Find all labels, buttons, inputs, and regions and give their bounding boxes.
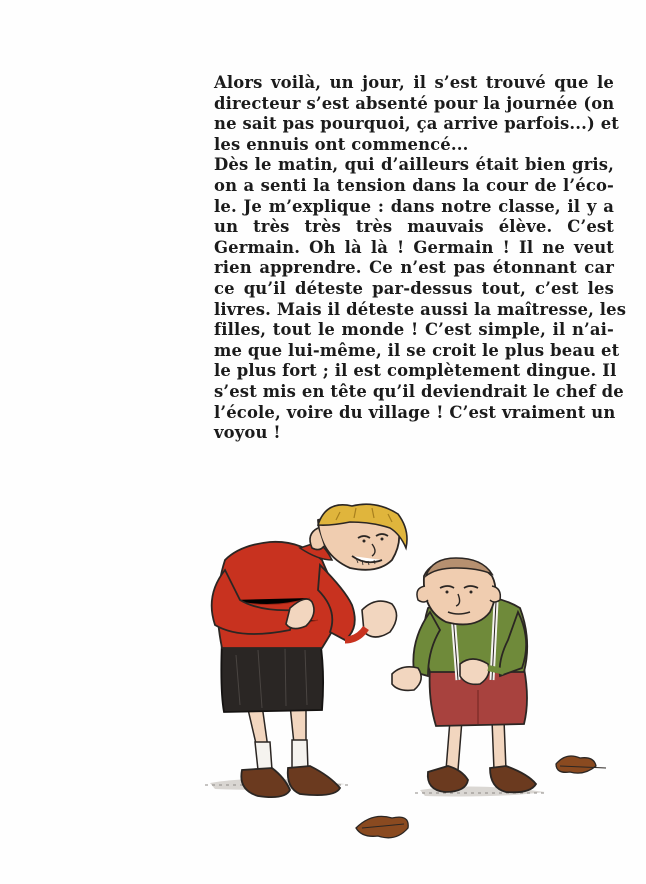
text-line: Germain. Oh là là ! Germain ! Il ne veut [214, 237, 614, 257]
text-line: l’école, voire du village ! C’est vraiment un [214, 402, 616, 422]
germain-figure [212, 504, 407, 797]
text-line: s’est mis en tête qu’il deviendrait le chef de [214, 381, 624, 401]
text-line: Alors voilà, un jour, il s’est trouvé que le [214, 73, 614, 92]
text-line: directeur s’est absenté pour la journée (on [214, 93, 615, 113]
text-line: livres. Mais il déteste aussi la maîtresse, les [214, 299, 627, 319]
text-line: les ennuis ont commencé... [214, 134, 469, 154]
two-boys-illustration [190, 500, 640, 860]
text-line: ne sait pas pourquoi, ça arrive parfois...) et [214, 114, 620, 134]
text-line: me que lui-même, il se croit le plus beau et [214, 340, 620, 360]
text-line: un très très très mauvais élève. C’est [214, 217, 614, 237]
text-line: le. Je m’explique : dans notre classe, il y a [214, 196, 614, 216]
autumn-leaf [356, 816, 408, 837]
autumn-leaf [556, 756, 606, 773]
text-line: on a senti la tension dans la cour de l’éco- [214, 175, 614, 195]
text-line: Dès le matin, qui d’ailleurs était bien gris, [214, 155, 614, 175]
text-line: rien apprendre. Ce n’est pas étonnant car [214, 258, 614, 278]
text-line: filles, tout le monde ! C’est simple, il n’ai- [214, 320, 614, 340]
small-boy-figure [392, 558, 536, 792]
text-line: voyou ! [214, 423, 281, 443]
story-paragraph [214, 73, 627, 444]
text-line: ce qu’il déteste par-dessus tout, c’est les [214, 278, 614, 298]
text-line: le plus fort ; il est complètement dingue. Il [214, 361, 617, 381]
